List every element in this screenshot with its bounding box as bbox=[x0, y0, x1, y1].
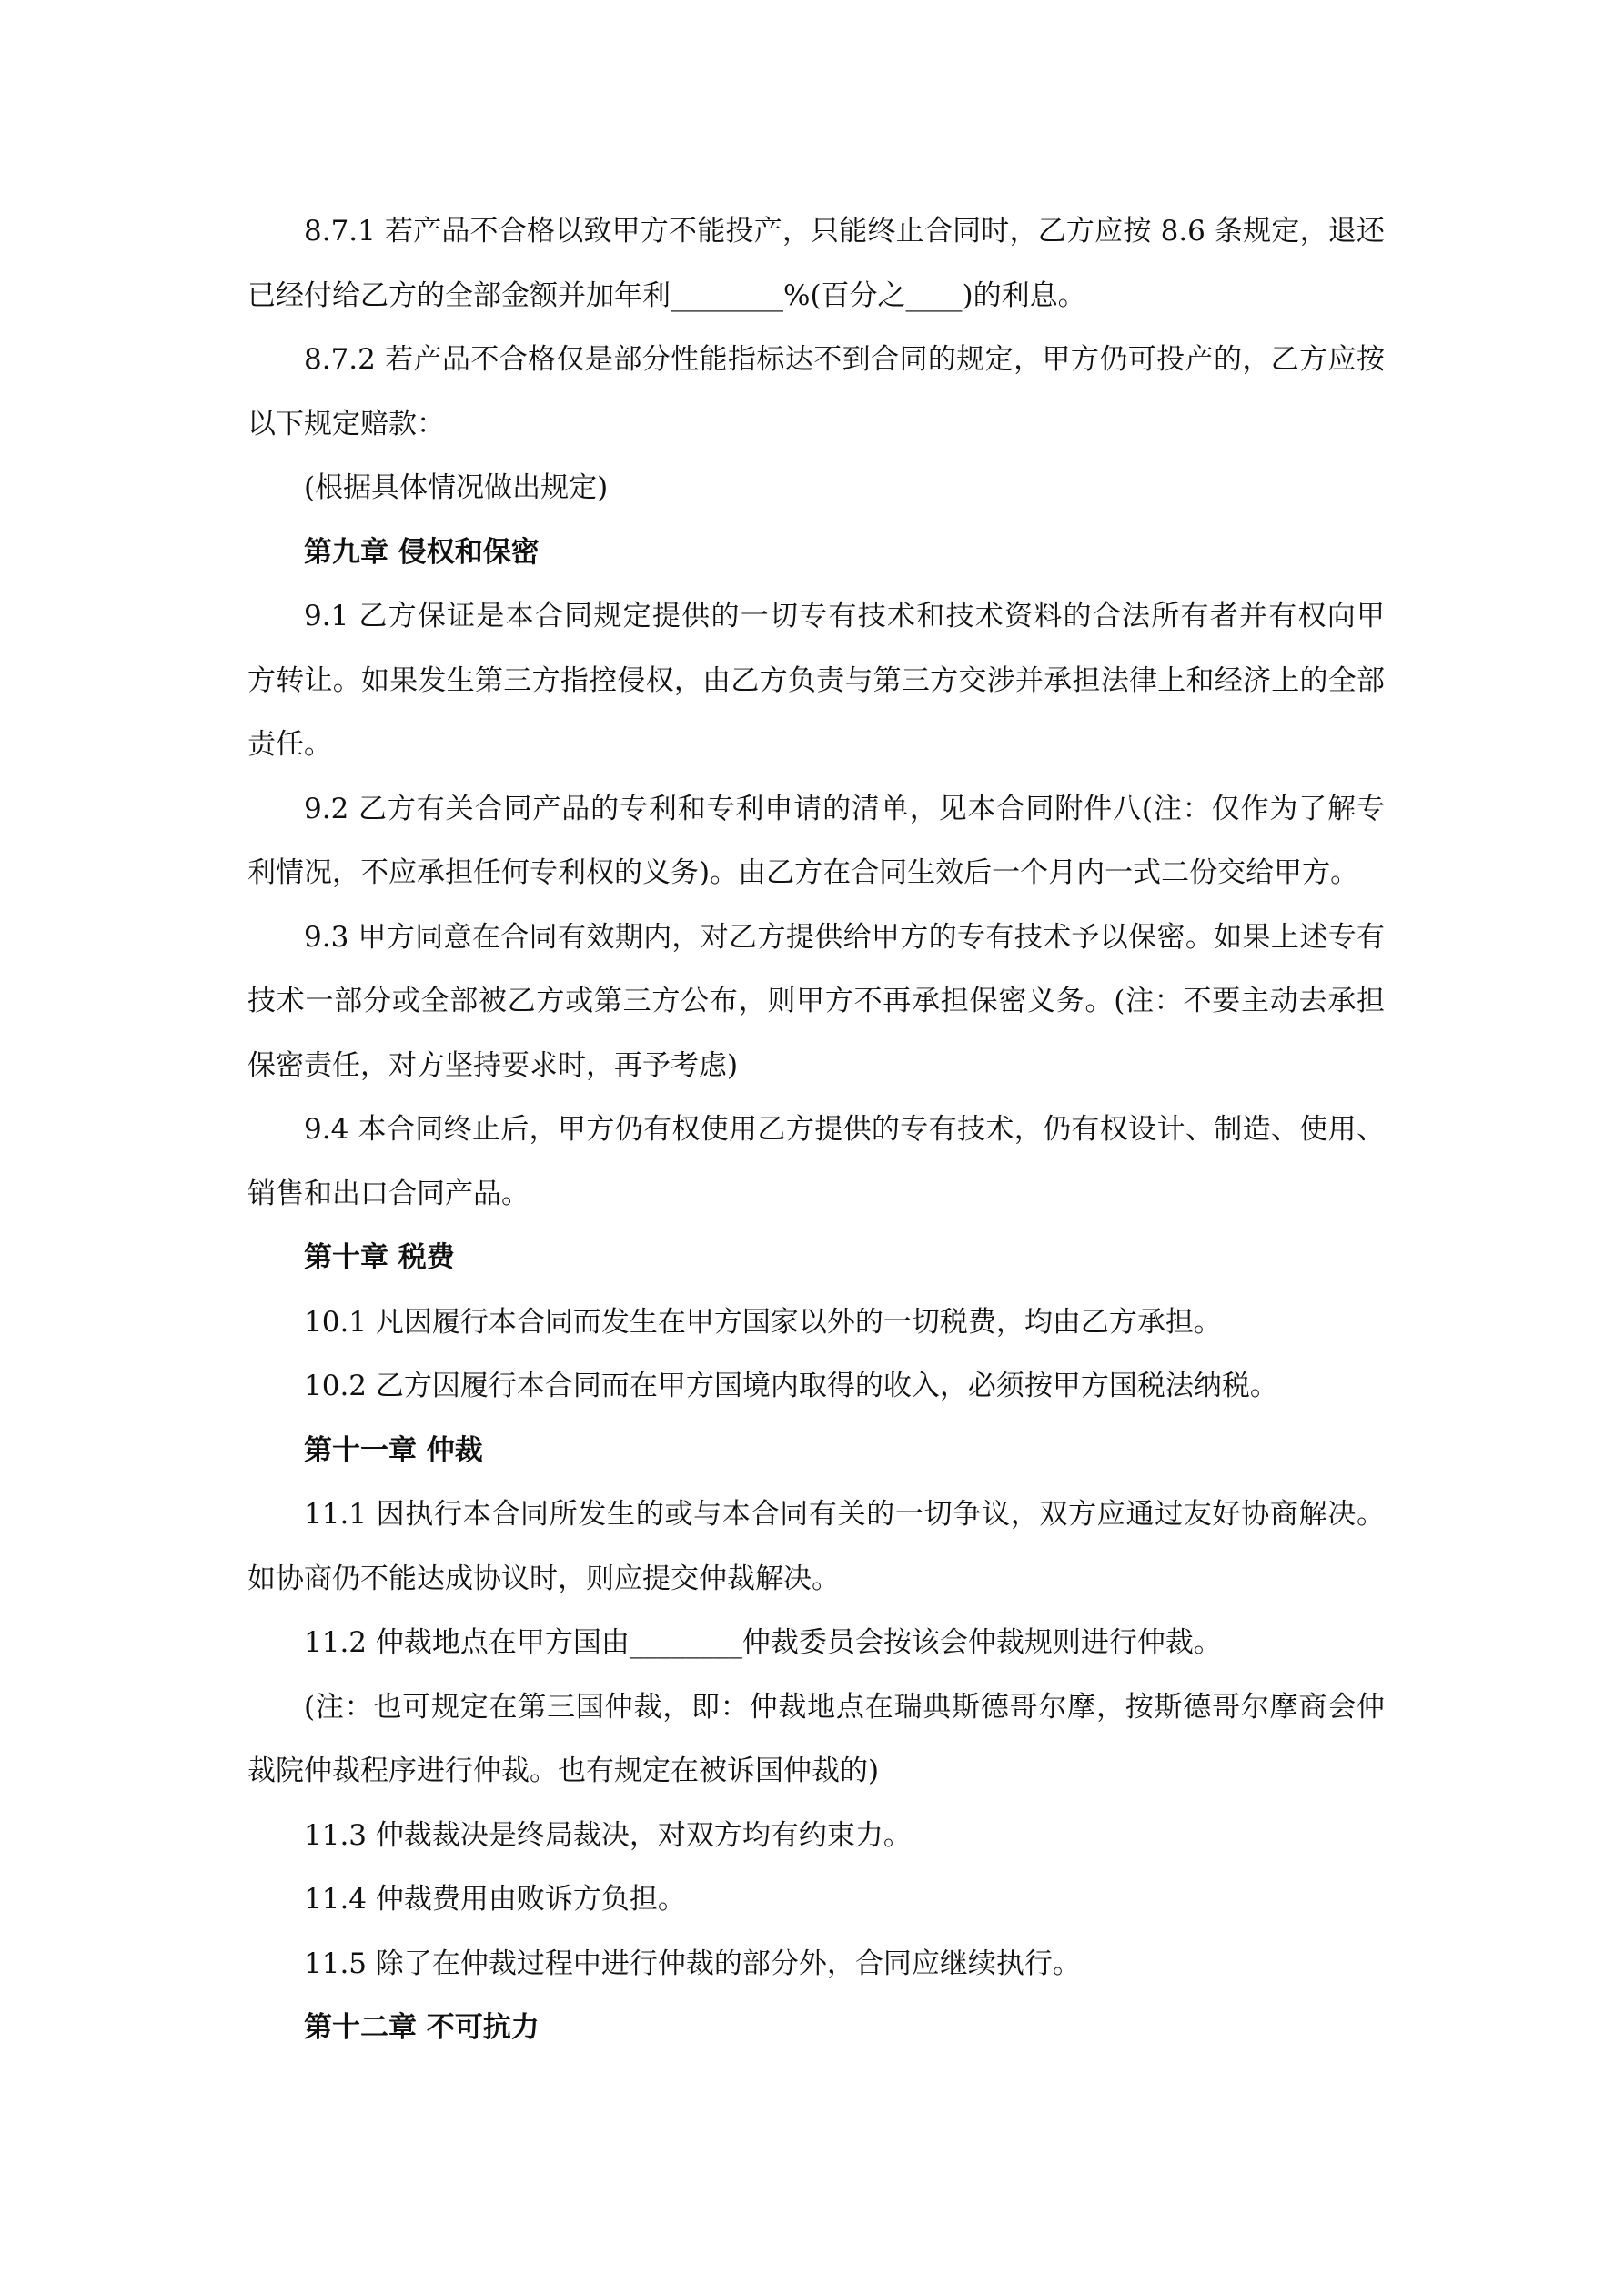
text-line: 11.5 除了在仲裁过程中进行仲裁的部分外，合同应继续执行。 bbox=[304, 1947, 1081, 1980]
text-line: 9.4 本合同终止后，甲方仍有权使用乙方提供的专有技术，仍有权设计、制造、使用、 bbox=[304, 1113, 1385, 1146]
text-line: 第十一章 仲裁 bbox=[304, 1433, 483, 1467]
paragraph bbox=[247, 584, 1385, 777]
text-line: 9.3 甲方同意在合同有效期内，对乙方提供给甲方的专有技术予以保密。如果上述专有 bbox=[304, 920, 1385, 954]
text-line: 已经付给乙方的全部金额并加年利________%(百分之____)的利息。 bbox=[247, 278, 1086, 312]
text-line: 第九章 侵权和保密 bbox=[304, 535, 540, 569]
text-line: 第十二章 不可抗力 bbox=[304, 2011, 540, 2044]
paragraph bbox=[247, 199, 1385, 328]
text-line: 11.2 仲裁地点在甲方国由________仲裁委员会按该会仲裁规则进行仲裁。 bbox=[304, 1626, 1222, 1659]
text-line: 9.1 乙方保证是本合同规定提供的一切专有技术和技术资料的合法所有者并有权向甲 bbox=[304, 600, 1385, 632]
paragraph bbox=[247, 1804, 1385, 1868]
text-line: 8.7.2 若产品不合格仅是部分性能指标达不到合同的规定，甲方仍可投产的，乙方应按 bbox=[304, 343, 1385, 376]
text-line: 10.1 凡因履行本合同而发生在甲方国家以外的一切税费，均由乙方承担。 bbox=[304, 1305, 1222, 1339]
paragraph bbox=[247, 1097, 1385, 1226]
text-line: (注：也可规定在第三国仲裁，即：仲裁地点在瑞典斯德哥尔摩，按斯德哥尔摩商会仲 bbox=[304, 1690, 1385, 1724]
text-line: 9.2 乙方有关合同产品的专利和专利申请的清单，见本合同附件八(注：仅作为了解专 bbox=[304, 792, 1385, 825]
text-line: 11.4 仲裁费用由败诉方负担。 bbox=[304, 1883, 686, 1916]
paragraph bbox=[247, 1482, 1385, 1611]
text-line: 责任。 bbox=[247, 728, 332, 761]
text-line: (根据具体情况做出规定) bbox=[304, 471, 609, 504]
text-line: 以下规定赔款： bbox=[247, 407, 445, 440]
section-heading bbox=[247, 1419, 1385, 1483]
paragraph bbox=[247, 777, 1385, 905]
text-line: 保密责任，对方坚持要求时，再予考虑) bbox=[247, 1048, 739, 1082]
text-line: 销售和出口合同产品。 bbox=[247, 1177, 530, 1210]
paragraph bbox=[247, 1354, 1385, 1419]
paragraph bbox=[247, 456, 1385, 521]
text-line: 如协商仍不能达成协议时，则应提交仲裁解决。 bbox=[247, 1562, 840, 1595]
document-body bbox=[247, 199, 1385, 2060]
text-line: 10.2 乙方因履行本合同而在甲方国境内取得的收入，必须按甲方国税法纳税。 bbox=[304, 1370, 1278, 1402]
section-heading bbox=[247, 1996, 1385, 2060]
paragraph bbox=[247, 1675, 1385, 1804]
text-line: 11.3 仲裁裁决是终局裁决，对双方均有约束力。 bbox=[304, 1818, 912, 1852]
paragraph bbox=[247, 1932, 1385, 1997]
text-line: 技术一部分或全部被乙方或第三方公布，则甲方不再承担保密义务。(注：不要主动去承担 bbox=[247, 985, 1385, 1017]
paragraph bbox=[247, 1290, 1385, 1355]
text-line: 11.1 因执行本合同所发生的或与本合同有关的一切争议，双方应通过友好协商解决。 bbox=[304, 1498, 1385, 1531]
section-heading bbox=[247, 1226, 1385, 1290]
text-line: 第十章 税费 bbox=[304, 1241, 455, 1274]
text-line: 裁院仲裁程序进行仲裁。也有规定在被诉国仲裁的) bbox=[247, 1755, 880, 1787]
text-line: 利情况，不应承担任何专利权的义务)。由乙方在合同生效后一个月内一式二份交给甲方。 bbox=[247, 856, 1359, 889]
paragraph bbox=[247, 905, 1385, 1098]
text-line: 方转让。如果发生第三方指控侵权，由乙方负责与第三方交涉并承担法律上和经济上的全部 bbox=[247, 663, 1385, 697]
paragraph bbox=[247, 328, 1385, 456]
text-line: 8.7.1 若产品不合格以致甲方不能投产，只能终止合同时，乙方应按 8.6 条规定，退还 bbox=[304, 215, 1385, 248]
section-heading bbox=[247, 521, 1385, 585]
paragraph bbox=[247, 1867, 1385, 1932]
paragraph bbox=[247, 1611, 1385, 1675]
